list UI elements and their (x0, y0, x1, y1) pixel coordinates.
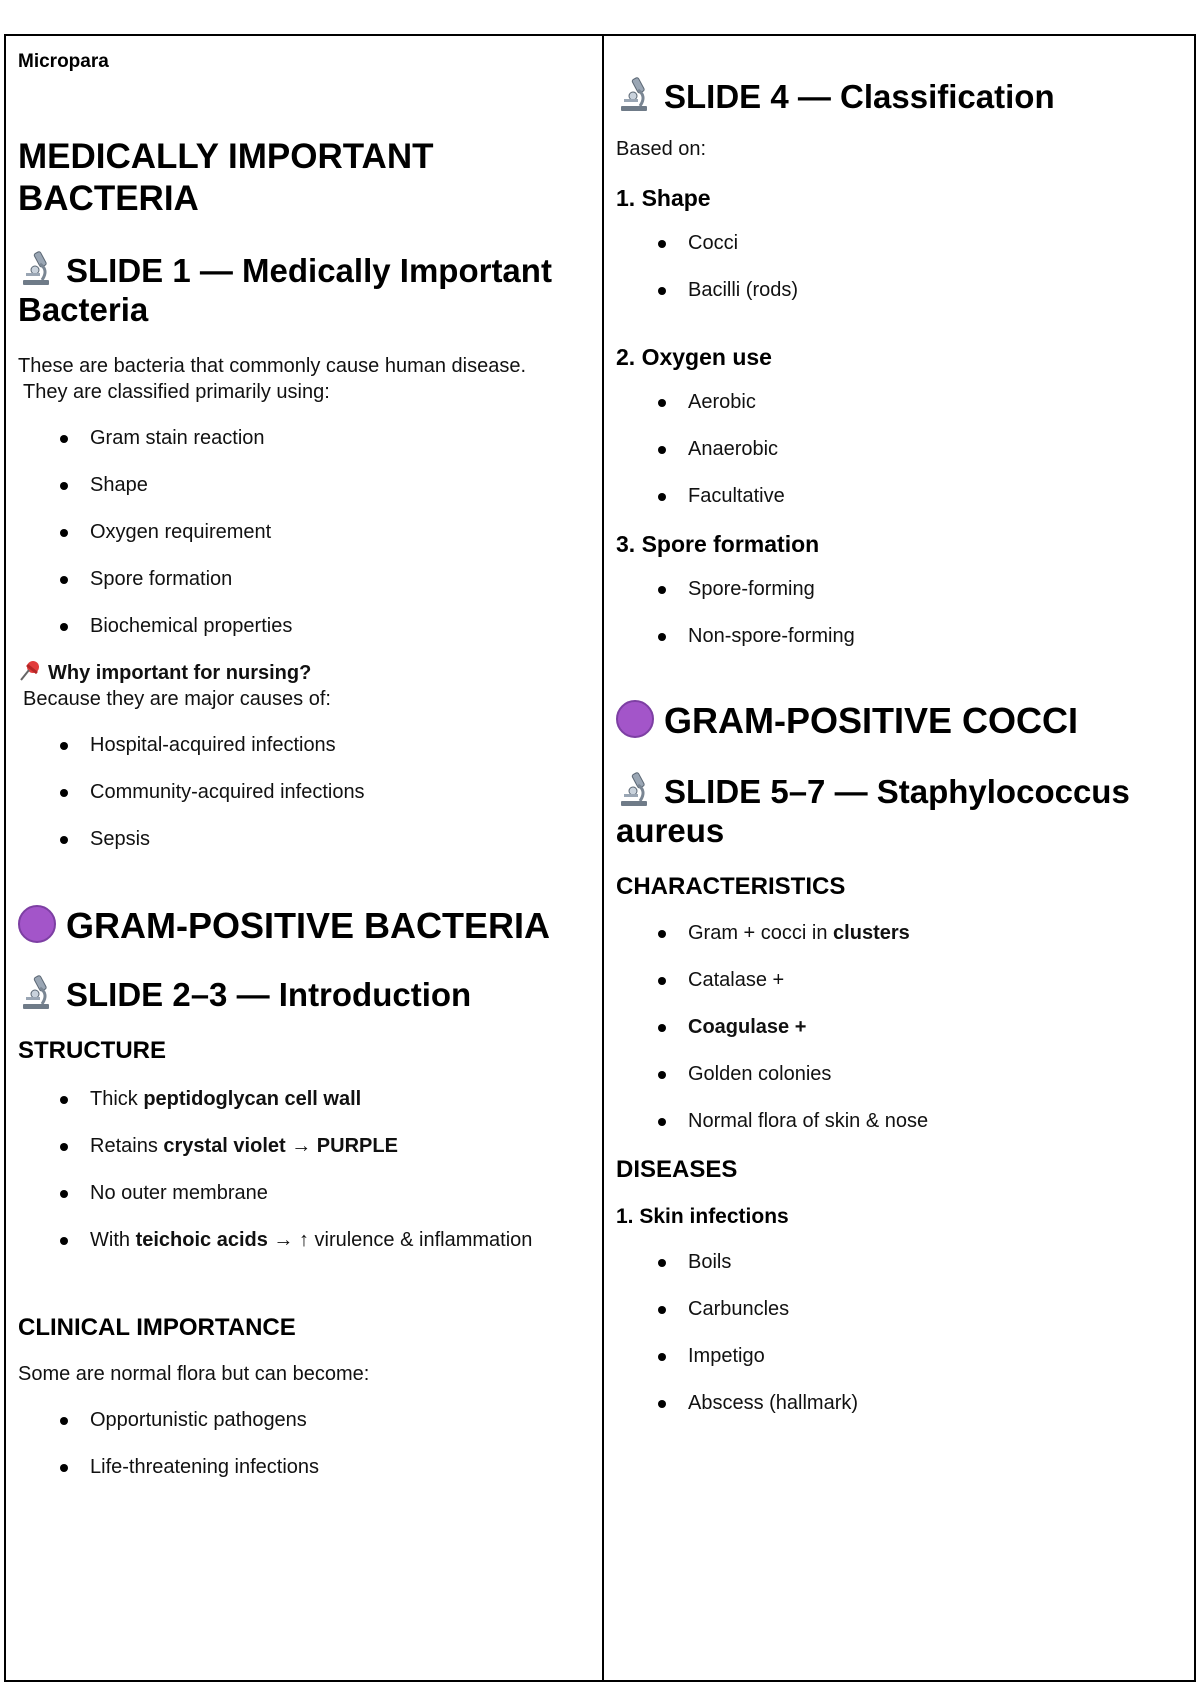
right-column (604, 36, 1194, 1680)
pushpin-icon (18, 660, 42, 682)
slide1-intro-1: These are bacteria that commonly cause human disease. (18, 355, 527, 377)
list-item: Spore formation (18, 566, 590, 592)
list-item: Opportunistic pathogens (18, 1407, 590, 1433)
list-item: Facultative (616, 483, 1182, 509)
microscope-icon (18, 250, 58, 286)
list-item: Carbuncles (616, 1296, 1182, 1322)
list-item: Abscess (hallmark) (616, 1390, 1182, 1416)
list-item: Golden colonies (616, 1061, 1182, 1087)
list-item: Anaerobic (616, 436, 1182, 462)
list-item: Spore-forming (616, 576, 1182, 602)
clinical-heading: CLINICAL IMPORTANCE (18, 1314, 296, 1341)
why-text: Because they are major causes of: (23, 688, 331, 710)
criteria-list (18, 425, 590, 639)
list-item: Catalase + (616, 967, 1182, 993)
list-item: Coagulase + (616, 1014, 1182, 1040)
spore-list (616, 576, 1182, 649)
based-on-text: Based on: (616, 138, 707, 160)
structure-heading: STRUCTURE (18, 1037, 166, 1064)
list-item: No outer membrane (18, 1180, 590, 1206)
causes-list (18, 732, 590, 852)
slide5-heading (616, 771, 1182, 850)
list-item: Shape (18, 472, 590, 498)
list-item: Sepsis (18, 826, 590, 852)
list-item: Thick peptidoglycan cell wall (18, 1086, 590, 1112)
shape-heading: 1. Shape (616, 185, 711, 211)
slide1-intro-2: They are classified primarily using: (23, 381, 330, 403)
spore-heading: 3. Spore formation (616, 531, 820, 557)
slide5-heading-text: SLIDE 5–7 — Staphylococcus aureus (616, 773, 1130, 849)
section-text: GRAM-POSITIVE COCCI (664, 700, 1079, 741)
document-page (4, 34, 1196, 1682)
oxygen-heading: 2. Oxygen use (616, 344, 772, 370)
why-label: Why important for nursing? (48, 662, 312, 684)
clinical-list (18, 1407, 590, 1480)
skin-infections-list (616, 1249, 1182, 1416)
list-item: Impetigo (616, 1343, 1182, 1369)
skin-infections-heading: 1. Skin infections (616, 1205, 789, 1228)
purple-circle-icon (616, 700, 654, 738)
list-item: Cocci (616, 230, 1182, 256)
list-item: Gram + cocci in clusters (616, 920, 1182, 946)
gram-positive-section-heading (18, 904, 590, 948)
structure-list (18, 1086, 590, 1253)
slide4-heading-text: SLIDE 4 — Classification (664, 78, 1055, 115)
microscope-icon (18, 974, 58, 1010)
document-title: MEDICALLY IMPORTANT BACTERIA (18, 137, 434, 218)
microscope-icon (616, 76, 656, 112)
slide1-heading-text: SLIDE 1 — Medically Important Bacteria (18, 252, 552, 328)
slide1-heading (18, 250, 590, 329)
list-item: Hospital-acquired infections (18, 732, 590, 758)
oxygen-list (616, 389, 1182, 509)
list-item: Retains crystal violet → PURPLE (18, 1133, 590, 1159)
list-item: Oxygen requirement (18, 519, 590, 545)
purple-circle-icon (18, 905, 56, 943)
list-item: Community-acquired infections (18, 779, 590, 805)
gram-positive-cocci-heading (616, 699, 1182, 743)
list-item: Normal flora of skin & nose (616, 1108, 1182, 1134)
why-heading (18, 660, 590, 686)
microscope-icon (616, 771, 656, 807)
left-column (6, 36, 604, 1680)
slide4-heading (616, 76, 1182, 116)
shape-list (616, 230, 1182, 303)
slide2-heading (18, 974, 590, 1014)
list-item: Life-threatening infections (18, 1454, 590, 1480)
list-item: Biochemical properties (18, 613, 590, 639)
list-item: Gram stain reaction (18, 425, 590, 451)
clinical-text: Some are normal flora but can become: (18, 1363, 370, 1385)
list-item: Aerobic (616, 389, 1182, 415)
slide2-heading-text: SLIDE 2–3 — Introduction (66, 976, 472, 1013)
diseases-heading: DISEASES (616, 1156, 738, 1183)
course-label: Micropara (18, 51, 109, 72)
list-item: With teichoic acids → ↑ virulence & inflammation (18, 1227, 590, 1253)
characteristics-heading: CHARACTERISTICS (616, 873, 846, 900)
section-text: GRAM-POSITIVE BACTERIA (66, 905, 551, 946)
list-item: Bacilli (rods) (616, 277, 1182, 303)
list-item: Non-spore-forming (616, 623, 1182, 649)
characteristics-list (616, 920, 1182, 1134)
list-item: Boils (616, 1249, 1182, 1275)
